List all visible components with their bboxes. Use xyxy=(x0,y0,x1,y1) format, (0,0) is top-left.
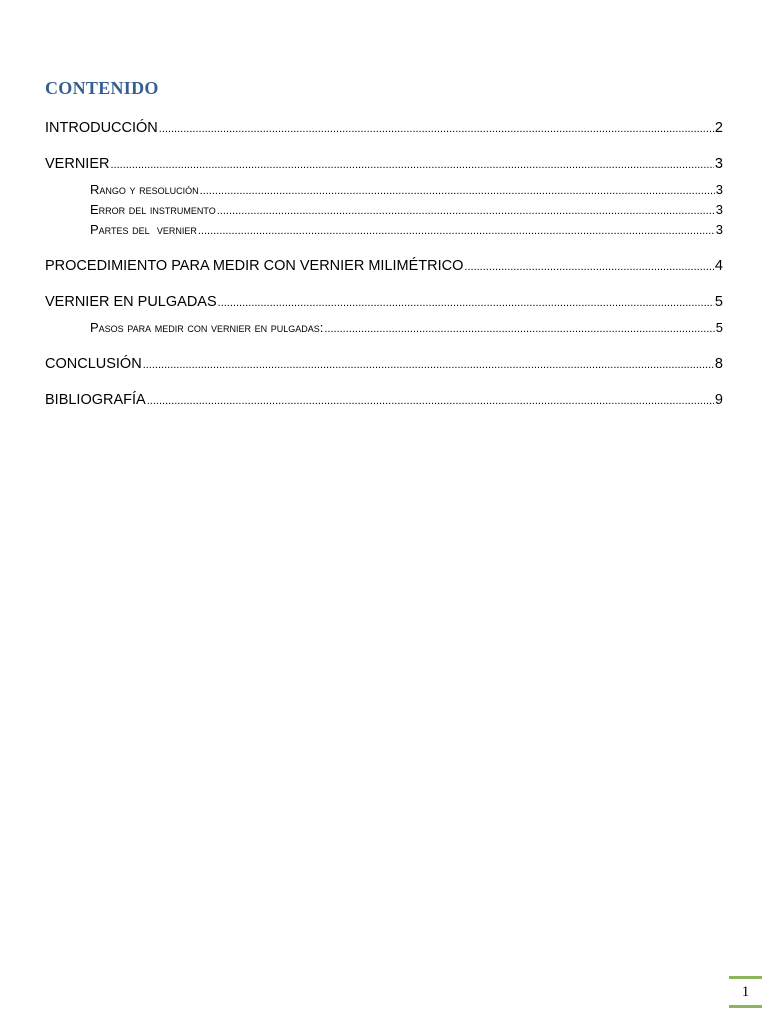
toc-entry-label: BIBLIOGRAFÍA xyxy=(45,392,146,408)
toc-entry-vernier[interactable] xyxy=(45,154,723,174)
dot-leader xyxy=(110,154,713,174)
dot-leader xyxy=(159,118,714,138)
toc-entry-label: Pasos para medir con vernier en pulgadas: xyxy=(90,320,324,335)
table-of-contents xyxy=(45,118,723,426)
dot-leader xyxy=(217,200,715,220)
toc-entry-page: 4 xyxy=(714,258,723,274)
toc-entry-partes-vernier[interactable] xyxy=(45,220,723,240)
dot-leader xyxy=(218,292,714,312)
toc-entry-error-instrumento[interactable] xyxy=(45,200,723,220)
toc-entry-label: Partes del vernier xyxy=(90,222,197,237)
toc-entry-page: 3 xyxy=(715,222,723,237)
toc-entry-conclusion[interactable] xyxy=(45,354,723,374)
toc-entry-page: 3 xyxy=(715,202,723,217)
toc-entry-page: 3 xyxy=(715,182,723,197)
toc-entry-label: VERNIER EN PULGADAS xyxy=(45,294,217,310)
toc-entry-label: INTRODUCCIÓN xyxy=(45,120,158,136)
dot-leader xyxy=(324,318,714,338)
toc-entry-pasos-medir[interactable] xyxy=(45,318,723,338)
toc-entry-bibliografia[interactable] xyxy=(45,390,723,410)
toc-entry-procedimiento[interactable] xyxy=(45,256,723,276)
dot-leader xyxy=(143,354,714,374)
toc-entry-label: Error del instrumento xyxy=(90,202,216,217)
toc-entry-label: Rango y resolución xyxy=(90,182,199,197)
toc-entry-page: 3 xyxy=(714,156,723,172)
dot-leader xyxy=(147,390,714,410)
toc-entry-introduccion[interactable] xyxy=(45,118,723,138)
toc-entry-page: 8 xyxy=(714,356,723,372)
toc-entry-page: 2 xyxy=(714,120,723,136)
dot-leader xyxy=(198,220,715,240)
toc-entry-vernier-pulgadas[interactable] xyxy=(45,292,723,312)
dot-leader xyxy=(464,256,714,276)
toc-heading: CONTENIDO xyxy=(45,78,159,98)
page-number: 1 xyxy=(729,976,762,1008)
toc-entry-page: 5 xyxy=(715,320,723,335)
toc-entry-label: CONCLUSIÓN xyxy=(45,356,142,372)
toc-entry-rango-resolucion[interactable] xyxy=(45,180,723,200)
toc-entry-label: PROCEDIMIENTO PARA MEDIR CON VERNIER MILIMÉTRICO xyxy=(45,258,464,274)
toc-entry-label: VERNIER xyxy=(45,156,110,172)
dot-leader xyxy=(200,180,715,200)
toc-entry-page: 9 xyxy=(714,392,723,408)
toc-entry-page: 5 xyxy=(714,294,723,310)
